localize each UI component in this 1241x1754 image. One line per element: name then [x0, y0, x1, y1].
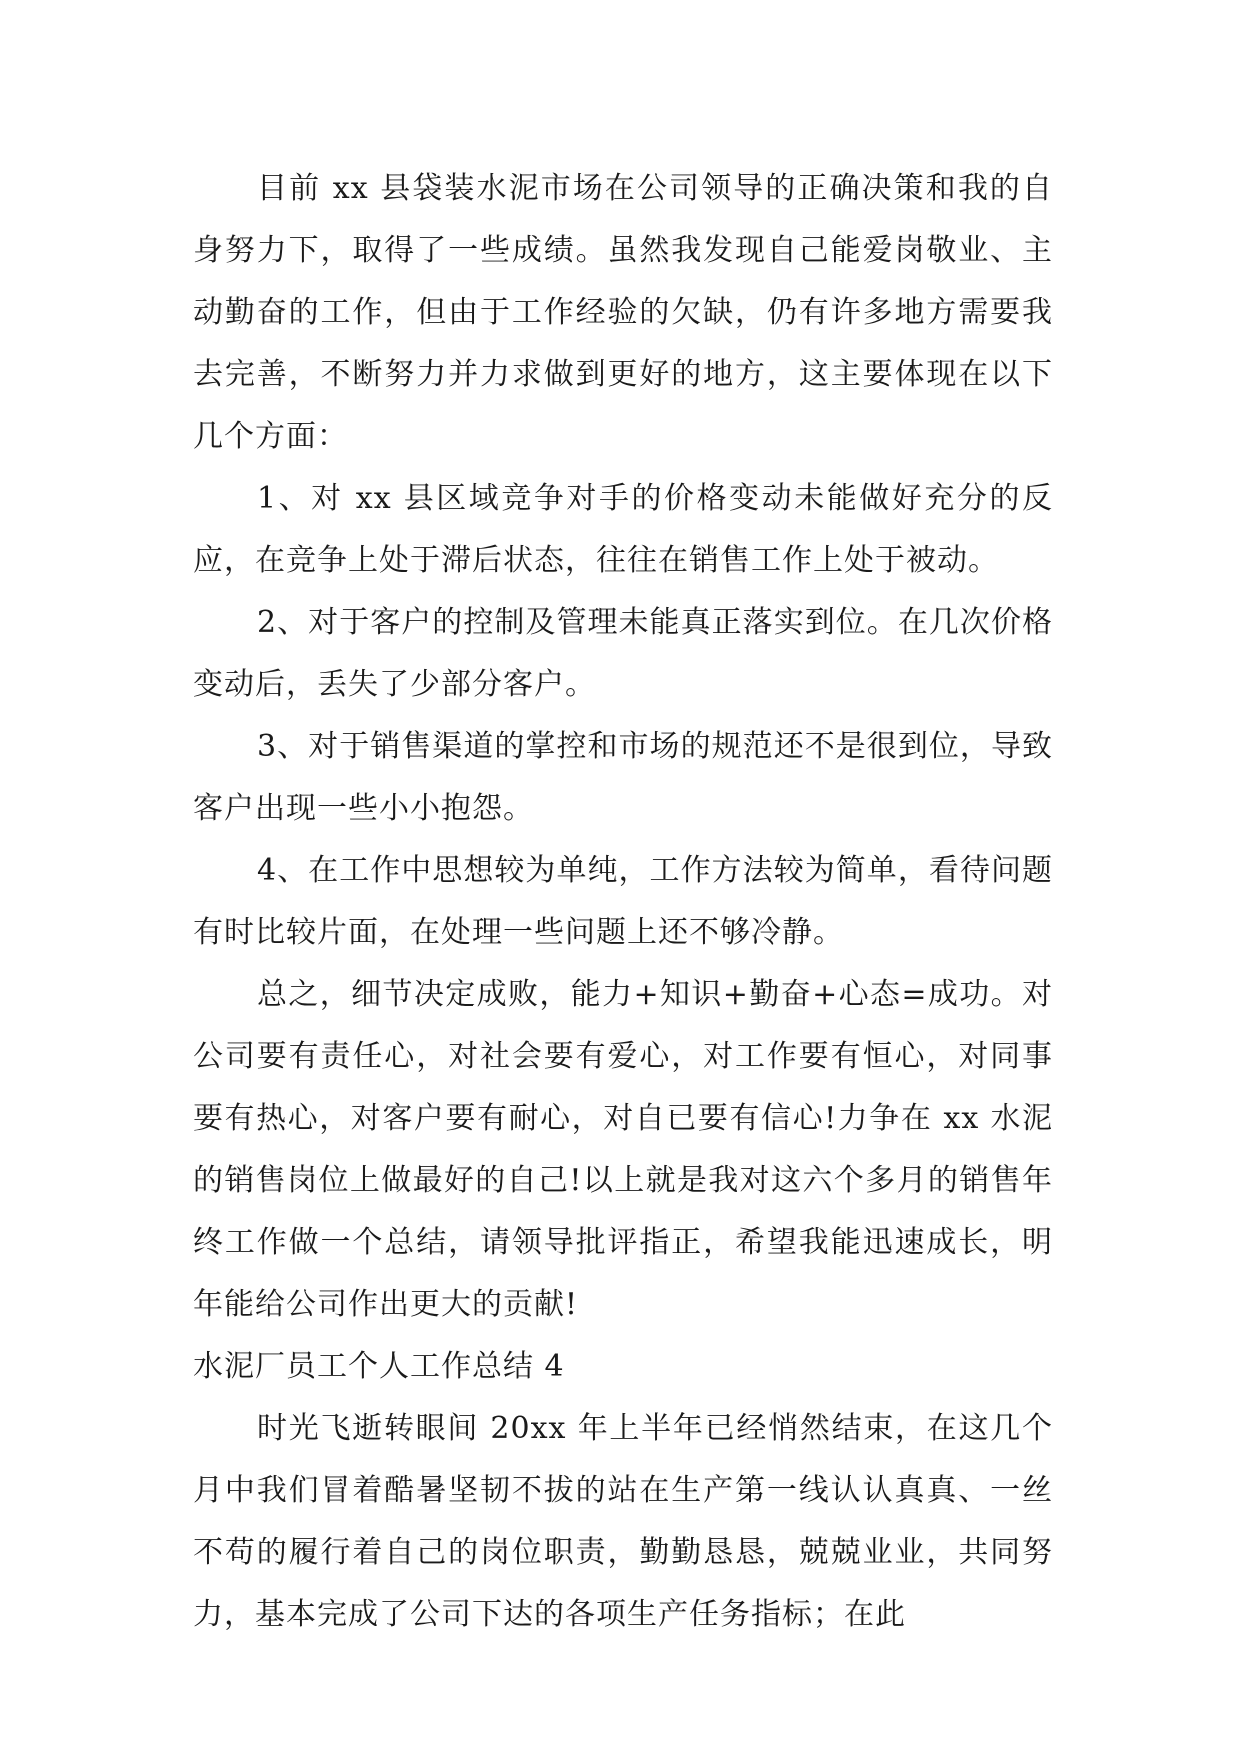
paragraph-item-4: 4、在工作中思想较为单纯，工作方法较为简单，看待问题有时比较片面，在处理一些问题上还不够冷静。 [193, 853, 1053, 950]
paragraph-item-2: 2、对于客户的控制及管理未能真正落实到位。在几次价格变动后，丢失了少部分客户。 [193, 605, 1053, 702]
paragraph-intro: 目前 xx 县袋装水泥市场在公司领导的正确决策和我的自身努力下，取得了一些成绩。虽然我发现自己能爱岗敬业、主动勤奋的工作，但由于工作经验的欠缺，仍有许多地方需要我去完善，不断努力并力求做到更好的地方，这主要体现在以下几个方面： [193, 171, 1053, 454]
paragraph-item-1: 1、对 xx 县区域竞争对手的价格变动未能做好充分的反应，在竞争上处于滞后状态，往往在销售工作上处于被动。 [193, 481, 1053, 578]
paragraph-conclusion: 总之，细节决定成败，能力+知识+勤奋+心态=成功。对公司要有责任心，对社会要有爱心，对工作要有恒心，对同事要有热心，对客户要有耐心，对自已要有信心!力争在 xx 水泥的销售岗位上做最好的自己!以上就是我对这六个多月的销售年终工作做一个总结，请领导批评指正，希望我能迅速成长，明年能给公司作出更大的贡献! [193, 977, 1053, 1322]
section-heading: 水泥厂员工个人工作总结 4 [193, 1349, 565, 1384]
paragraph-item-3: 3、对于销售渠道的掌控和市场的规范还不是很到位，导致客户出现一些小小抱怨。 [193, 729, 1053, 826]
paragraph-section-4: 时光飞逝转眼间 20xx 年上半年已经悄然结束，在这几个月中我们冒着酷暑坚韧不拔的站在生产第一线认认真真、一丝不苟的履行着自己的岗位职责，勤勤恳恳，兢兢业业，共同努力，基本完成了公司下达的各项生产任务指标；在此 [193, 1411, 1053, 1632]
document-body [193, 158, 1053, 1646]
